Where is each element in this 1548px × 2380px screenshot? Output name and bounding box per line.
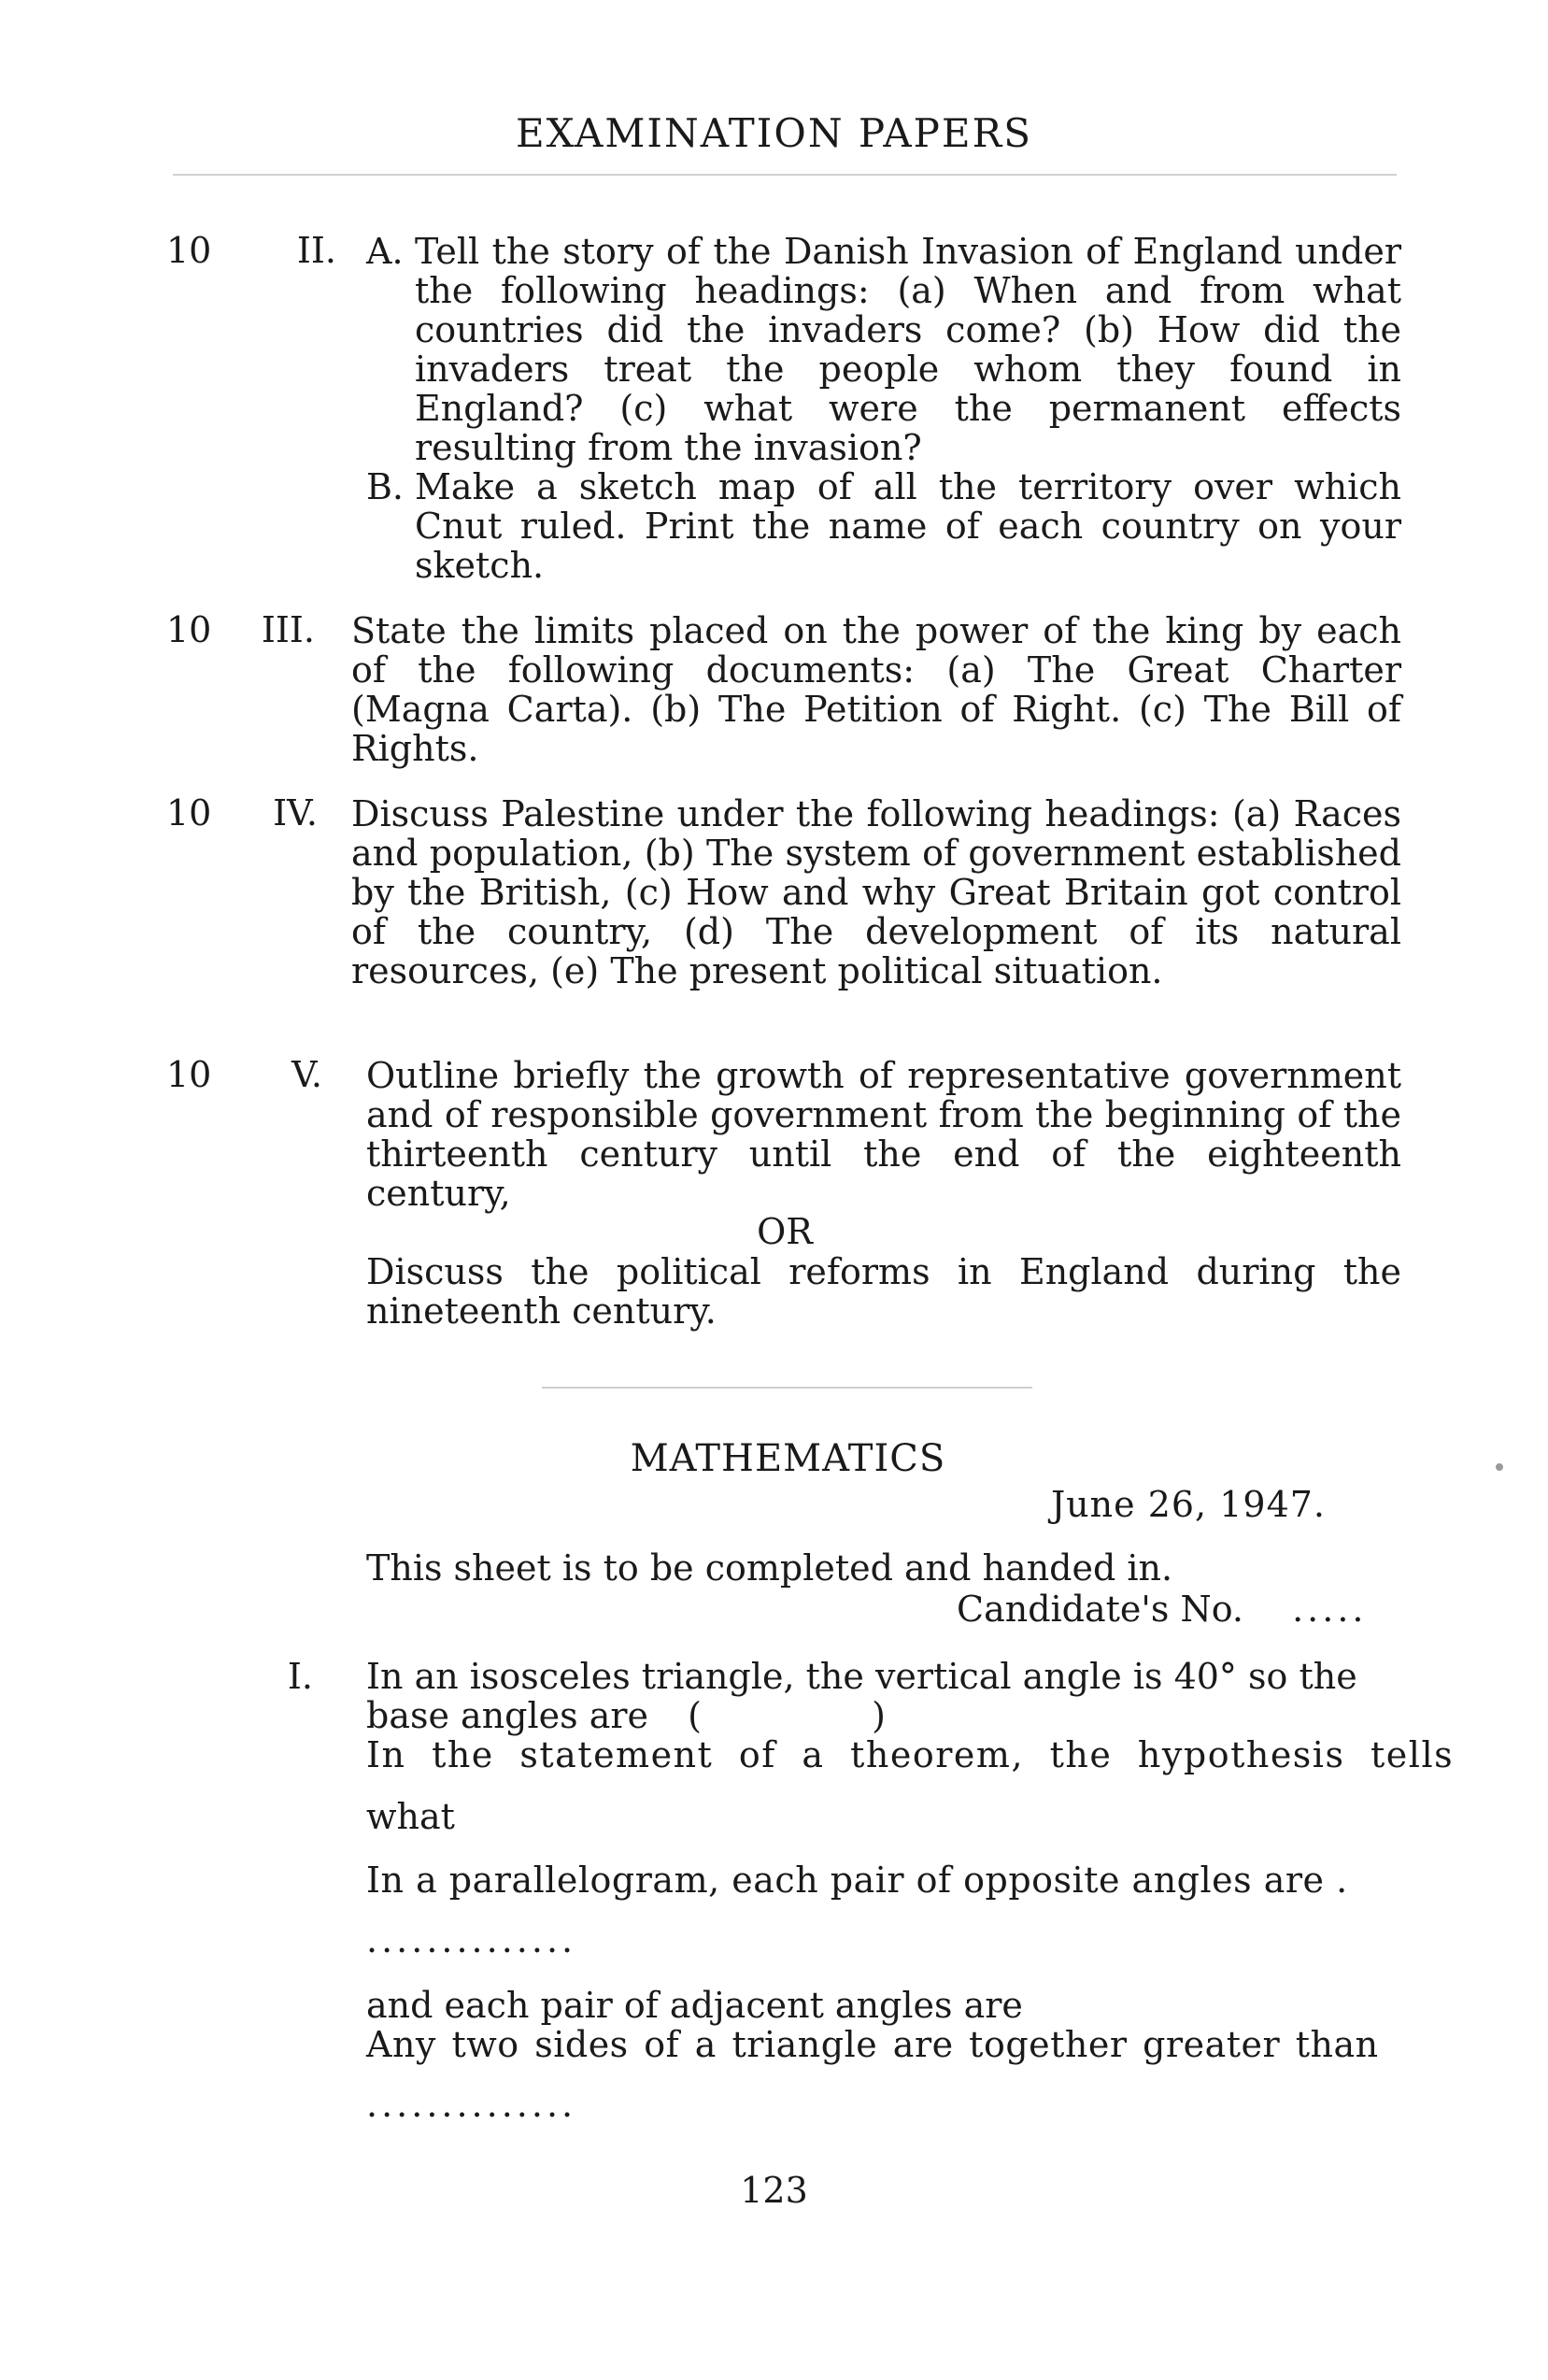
- question-text: [366, 232, 1401, 585]
- answer-open-paren: (: [688, 1695, 702, 1736]
- question-marks: 10: [166, 609, 212, 650]
- part-label: B.: [366, 466, 405, 507]
- candidate-number-field: [957, 1589, 1368, 1630]
- question-number: III.: [261, 609, 315, 650]
- candidate-dots: .....: [1292, 1589, 1368, 1630]
- question-text: Outline briefly the growth of representative government and of responsible government from the beginning of the thirteenth century until the end of the eighteenth century,: [366, 1055, 1401, 1214]
- question-line: what: [366, 1796, 455, 1837]
- exam-date: June 26, 1947.: [1050, 1484, 1326, 1525]
- question-line: In the statement of a theorem, the hypothesis tells: [366, 1734, 1455, 1775]
- question-line: In a parallelogram, each pair of opposite angles are .: [366, 1860, 1348, 1901]
- page-number: 123: [740, 2170, 808, 2211]
- question-text: State the limits placed on the power of the king by each of the following documents: (a) The Great Charter (Magna Carta). (b) The Petition of Right. (c) The Bill of Rights.: [351, 610, 1401, 769]
- answer-close-paren: ): [872, 1695, 886, 1736]
- question-number: IV.: [273, 792, 318, 834]
- base-angles-text: base angles are: [366, 1695, 649, 1736]
- part-text: Tell the story of the Danish Invasion of England under the following headings: (a) When and from what countries did the invaders come? (b) How did the invaders treat the people whom they found in England? (c) what were the permanent effects resulting from the invasion?: [415, 231, 1401, 468]
- answer-dots: ..............: [366, 1919, 577, 1960]
- question-number: II.: [296, 230, 336, 271]
- question-line: Any two sides of a triangle are together greater than: [366, 2024, 1379, 2065]
- question-alt-text: Discuss the political reforms in England during the nineteenth century.: [366, 1251, 1401, 1332]
- question-number: V.: [291, 1054, 322, 1095]
- question-line: and each pair of adjacent angles are: [366, 1985, 1023, 2026]
- section-title: MATHEMATICS: [630, 1437, 946, 1480]
- part-label: A.: [366, 231, 404, 272]
- answer-dots: ..............: [366, 2084, 577, 2125]
- question-marks: 10: [166, 792, 212, 834]
- running-header: EXAMINATION PAPERS: [516, 110, 1032, 156]
- question-text: Discuss Palestine under the following headings: (a) Races and population, (b) The system of government established by the British, (c) How and why Great Britain got control of the country, (d) The development of its natural resources, (e) The present political situation.: [351, 793, 1401, 991]
- question-line: [366, 1695, 886, 1736]
- header-rule: [173, 174, 1397, 176]
- question-number: I.: [287, 1656, 313, 1697]
- instruction-text: This sheet is to be completed and handed in.: [366, 1547, 1173, 1589]
- question-marks: 10: [166, 230, 212, 271]
- speck-mark: [1496, 1463, 1503, 1471]
- candidate-label: Candidate's No.: [957, 1589, 1243, 1630]
- or-separator: OR: [757, 1211, 813, 1252]
- question-line: In an isosceles triangle, the vertical angle is 40° so the: [366, 1656, 1357, 1697]
- part-text: Make a sketch map of all the territory over which Cnut ruled. Print the name of each country on your sketch.: [415, 466, 1401, 586]
- section-divider: [542, 1387, 1032, 1389]
- question-marks: 10: [166, 1054, 212, 1095]
